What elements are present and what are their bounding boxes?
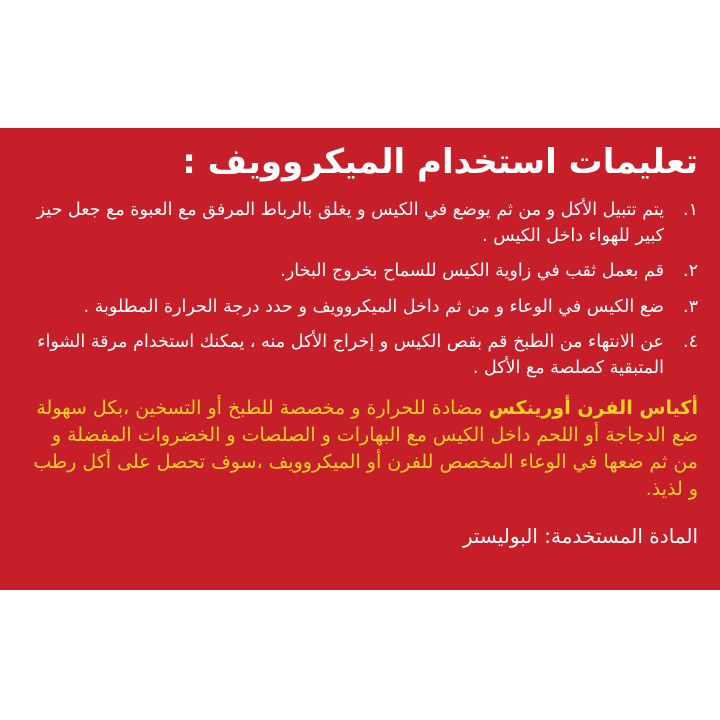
step-text: قم بعمل ثقب في زاوية الكيس للسماح بخروج البخار.	[280, 261, 664, 281]
material-line: المادة المستخدمة: البوليستر	[462, 524, 698, 548]
instructions-panel	[0, 128, 720, 590]
step-item	[30, 295, 698, 321]
step-item	[30, 198, 698, 249]
steps-list	[30, 198, 698, 381]
step-text: ضع الكيس في الوعاء و من ثم داخل الميكروويف و حدد درجة الحرارة المطلوبة .	[83, 296, 664, 317]
step-number: ١.	[683, 200, 698, 220]
promo-paragraph	[30, 395, 698, 503]
promo-brand: أكياس الفرن أورينكس	[488, 397, 698, 419]
step-number: ٢.	[683, 261, 698, 281]
instructions-title: تعليمات استخدام الميكروويف :	[182, 142, 698, 182]
instructions-content	[30, 136, 698, 570]
step-text: يتم تتبيل الأكل و من ثم يوضع في الكيس و يغلق بالرباط المرفق مع العبوة مع جعل حيز كبير للهواء داخل الكيس .	[36, 200, 664, 246]
step-number: ٤.	[683, 332, 698, 352]
step-item	[30, 330, 698, 381]
step-item	[30, 259, 698, 285]
step-text: عن الانتهاء من الطبخ قم بقص الكيس و إخراج الأكل منه ، يمكنك استخدام مرقة الشواء المتبقية كصلصة مع الأكل .	[37, 332, 664, 378]
promo-text: مضادة للحرارة و مخصصة للطبخ أو التسخين ،بكل سهولة ضع الدجاجة أو اللحم داخل الكيس مع البهارات و الصلصات و الخضروات المفضلة و من ثم ضعها في الوعاء المخصص للفرن أو الميكروويف ،سوف تحصل على أكل رطب و لذيذ.	[33, 397, 698, 500]
step-number: ٣.	[683, 296, 698, 317]
